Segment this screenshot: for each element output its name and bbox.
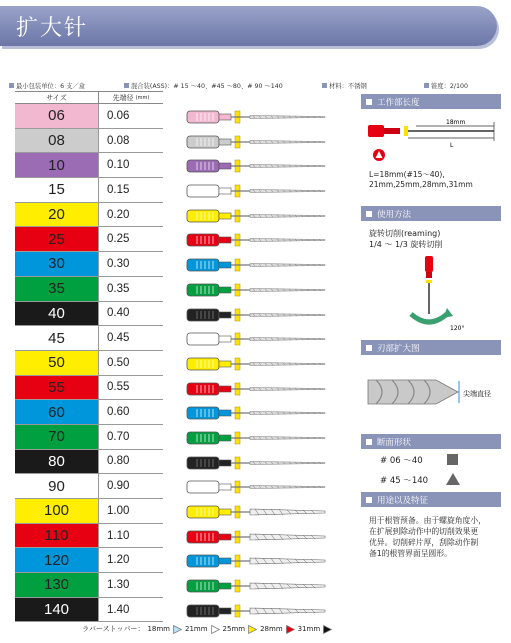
table-row <box>15 376 163 401</box>
square-bullet-icon <box>366 211 372 217</box>
info-material: 材料：不锈钢 <box>322 81 367 90</box>
file-instrument-icon <box>185 307 345 323</box>
table-row <box>15 153 163 178</box>
table-row <box>15 351 163 376</box>
table-row <box>15 524 163 549</box>
stopper-color-icon <box>211 625 220 634</box>
stopper-length-label: 18mm <box>147 625 170 633</box>
tip-diameter-cell: 0.80 <box>107 455 130 468</box>
square-bullet-icon <box>366 439 372 445</box>
file-instrument-icon <box>185 381 345 397</box>
angle-label: 120° <box>450 325 465 332</box>
file-instrument-icon <box>185 405 345 421</box>
square-bullet-icon <box>366 345 372 351</box>
size-cell: 10 <box>15 153 99 177</box>
size-cell: 25 <box>15 227 99 251</box>
size-cell: 45 <box>15 326 99 350</box>
tip-diameter-cell: 0.50 <box>107 356 130 369</box>
stopper-color-icon <box>173 625 182 634</box>
file-instrument <box>185 500 345 525</box>
handle-neck-shape <box>426 272 432 278</box>
col-size-header: サイズ <box>15 92 99 103</box>
file-instrument <box>185 179 345 204</box>
file-instrument-icon <box>185 504 345 520</box>
section-range-2: # 45 ～140 <box>380 476 429 486</box>
square-section-icon <box>447 454 458 465</box>
file-instrument-icon <box>185 553 345 569</box>
file-instrument <box>185 327 345 352</box>
panel-purpose: 用途以及特征 <box>361 492 501 507</box>
table-row <box>15 474 163 499</box>
tip-diameter-cell: 0.55 <box>107 381 130 394</box>
size-cell: 55 <box>15 376 99 400</box>
tip-diameter-cell: 0.15 <box>107 183 130 196</box>
tip-diameter-cell: 0.10 <box>107 159 130 172</box>
table-row <box>15 499 163 524</box>
info-taper: 锥度：2/100 <box>424 81 468 90</box>
stopper-length-label: 21mm <box>185 625 208 633</box>
handle-neck-shape <box>384 128 400 134</box>
table-row <box>15 425 163 450</box>
col-tip-header: 先端径 (mm) <box>112 93 150 102</box>
working-length-diagram <box>366 118 506 166</box>
file-instrument <box>185 377 345 402</box>
file-instrument-icon <box>185 158 345 174</box>
tip-diameter-cell: 1.20 <box>107 554 130 567</box>
table-row <box>15 326 163 351</box>
tip-diameter-cell: 1.30 <box>107 578 130 591</box>
tip-diameter-label: 尖端直径 <box>463 390 491 398</box>
file-instrument <box>185 253 345 278</box>
square-bullet-icon <box>9 83 14 88</box>
size-cell: 120 <box>15 548 99 572</box>
section-range-1: # 06 ～40 <box>380 456 423 466</box>
file-instrument <box>185 204 345 229</box>
stopper-length-label: 31mm <box>297 625 321 633</box>
square-bullet-icon <box>124 83 129 88</box>
handle-shape <box>425 256 433 272</box>
table-header <box>15 91 163 104</box>
stopper-shape <box>426 280 432 283</box>
file-instrument-icon <box>185 257 345 273</box>
handle-shape <box>368 125 384 137</box>
file-instrument <box>185 154 345 179</box>
usage-diagram <box>405 254 475 334</box>
file-instrument-icon <box>185 603 345 619</box>
tip-diameter-cell: 0.35 <box>107 282 130 295</box>
triangle-section-icon <box>446 473 460 485</box>
table-row <box>15 573 163 598</box>
rotation-arrow-icon <box>411 314 447 322</box>
purpose-text: 用于根管预备。由于螺旋角度小， 在扩展到除动作中的切削效果更 优异。切削碎片厚，刮除动作制 备1的根管界面呈圆形。 <box>369 516 486 558</box>
table-row <box>15 252 163 277</box>
size-cell: 80 <box>15 450 99 474</box>
size-cell: 90 <box>15 474 99 498</box>
file-instrument <box>185 105 345 130</box>
usage-text: 旋转切削(reaming) 1/4 ～ 1/3 旋转切削 <box>369 229 443 249</box>
dim-L-label: L <box>450 142 454 149</box>
info-assort: 混合装(ASS)：# 15 ～40、#45 ～80、# 90 ～140 <box>124 81 283 90</box>
tip-diameter-cell: 0.30 <box>107 257 130 270</box>
stopper-color-icon <box>323 625 332 634</box>
tip-diameter-cell: 0.70 <box>107 430 130 443</box>
panel-blade: 刃部扩大图 <box>361 340 501 355</box>
tip-diameter-cell: 0.20 <box>107 208 130 221</box>
file-instrument <box>185 599 345 624</box>
file-instrument-icon <box>185 208 345 224</box>
square-bullet-icon <box>424 83 429 88</box>
file-instrument-icon <box>185 479 345 495</box>
stopper-legend <box>82 624 332 634</box>
tip-diameter-cell: 0.90 <box>107 480 130 493</box>
panel-working-length: 工作部长度 <box>361 94 501 109</box>
size-cell: 70 <box>15 425 99 449</box>
size-cell: 40 <box>15 302 99 326</box>
tip-diameter-cell: 0.40 <box>107 307 130 320</box>
file-instrument-icon <box>185 282 345 298</box>
tip-diameter-cell: 0.45 <box>107 332 130 345</box>
size-cell: 30 <box>15 252 99 276</box>
stopper-shape <box>404 126 408 136</box>
file-instrument-icon <box>185 109 345 125</box>
panel-usage: 使用方法 <box>361 206 501 221</box>
table-row <box>15 203 163 228</box>
table-row <box>15 104 163 129</box>
table-row <box>15 277 163 302</box>
tip-diameter-cell: 0.25 <box>107 233 130 246</box>
instrument-column <box>185 105 345 623</box>
table-row <box>15 450 163 475</box>
file-instrument-icon <box>185 430 345 446</box>
file-instrument <box>185 475 345 500</box>
page-title: 扩大针 <box>16 16 89 41</box>
table-row <box>15 227 163 252</box>
file-instrument <box>185 426 345 451</box>
size-cell: 50 <box>15 351 99 375</box>
size-cell: 06 <box>15 104 99 128</box>
dim-18-label: 18mm <box>446 119 466 126</box>
tip-diameter-cell: 1.10 <box>107 529 130 542</box>
tip-diameter-cell: 1.00 <box>107 504 130 517</box>
file-instrument-icon <box>185 183 345 199</box>
header-banner <box>0 0 511 52</box>
square-bullet-icon <box>366 497 372 503</box>
stopper-length-label: 28mm <box>260 625 283 633</box>
tip-diameter-cell: 0.08 <box>107 134 130 147</box>
file-instrument-icon <box>185 529 345 545</box>
table-row <box>15 178 163 203</box>
tip-diameter-cell: 0.06 <box>107 109 130 122</box>
file-instrument <box>185 352 345 377</box>
square-bullet-icon <box>366 99 372 105</box>
size-cell: 140 <box>15 598 99 622</box>
tip-diameter-cell: 1.40 <box>107 603 130 616</box>
table-row <box>15 302 163 327</box>
tip-diameter-cell: 0.60 <box>107 406 130 419</box>
working-length-text: L=18mm(#15～40), 21mm,25mm,28mm,31mm <box>369 170 473 189</box>
blade-diagram <box>366 372 506 412</box>
file-instrument <box>185 574 345 599</box>
size-cell: 20 <box>15 203 99 227</box>
panel-section: 断面形状 <box>361 434 501 449</box>
size-cell: 60 <box>15 400 99 424</box>
file-instrument-icon <box>185 455 345 471</box>
size-cell: 35 <box>15 277 99 301</box>
size-cell: 15 <box>15 178 99 202</box>
table-row <box>15 598 163 623</box>
stopper-legend-label: ラバーストッパー： <box>82 625 145 633</box>
size-cell: 08 <box>15 129 99 153</box>
file-instrument <box>185 278 345 303</box>
stopper-length-label: 25mm <box>222 625 246 633</box>
file-instrument <box>185 228 345 253</box>
size-cell: 110 <box>15 524 99 548</box>
size-table <box>15 91 163 622</box>
square-bullet-icon <box>322 83 327 88</box>
file-instrument <box>185 401 345 426</box>
table-row <box>15 400 163 425</box>
file-instrument <box>185 451 345 476</box>
table-row <box>15 548 163 573</box>
file-instrument-icon <box>185 232 345 248</box>
stopper-color-icon <box>286 625 295 634</box>
file-instrument <box>185 549 345 574</box>
file-instrument <box>185 303 345 328</box>
file-instrument <box>185 525 345 550</box>
file-instrument-icon <box>185 331 345 347</box>
file-instrument-icon <box>185 578 345 594</box>
size-cell: 130 <box>15 573 99 597</box>
file-instrument-icon <box>185 134 345 150</box>
stopper-color-icon <box>248 625 257 634</box>
size-cell: 100 <box>15 499 99 523</box>
table-rows <box>15 104 163 622</box>
table-row <box>15 129 163 154</box>
file-instrument <box>185 130 345 155</box>
info-pack: 最小包装单位：6 支／盒 <box>9 81 85 90</box>
file-instrument-icon <box>185 356 345 372</box>
